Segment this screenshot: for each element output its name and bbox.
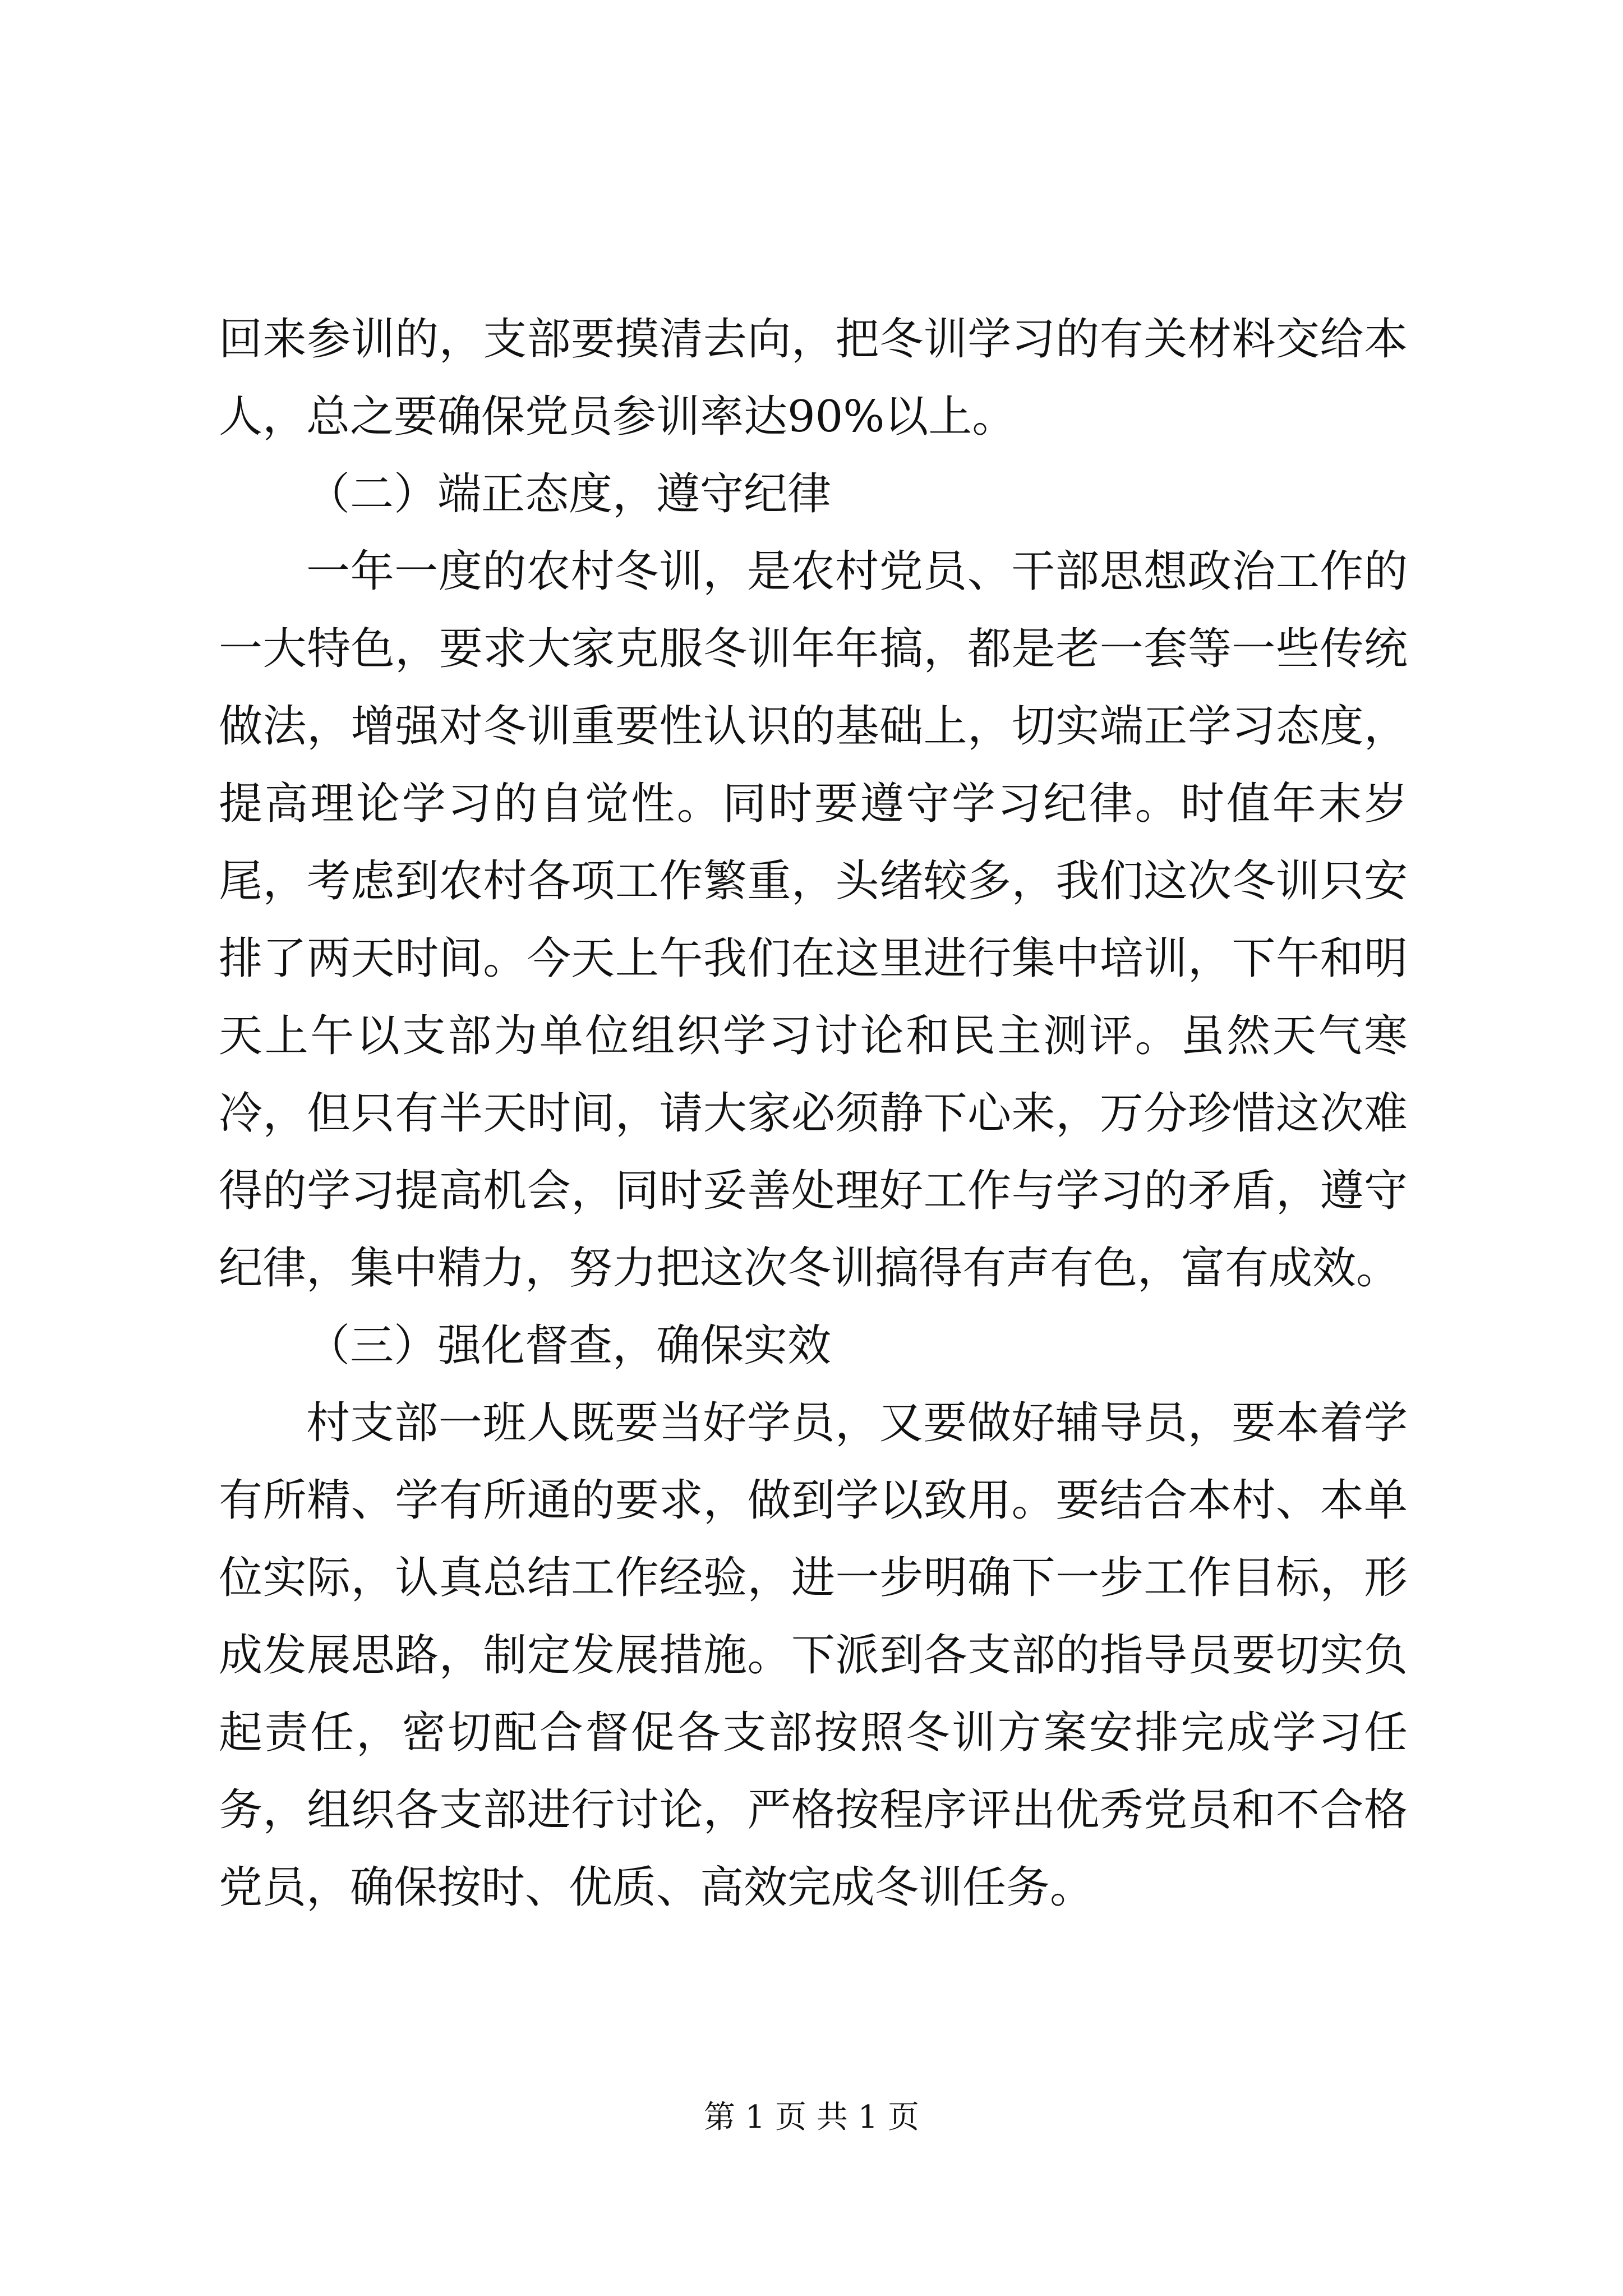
- page-footer: 第 1 页 共 1 页: [703, 2099, 920, 2136]
- paragraph-continuation: 回来参训的，支部要摸清去向，把冬训学习的有关材料交给本人，总之要确保党员参训率达90%以上。: [219, 314, 1408, 442]
- paragraph-discipline: 一年一度的农村冬训，是农村党员、干部思想政治工作的一大特色，要求大家克服冬训年年搞，都是老一套等一些传统做法，增强对冬训重要性认识的基础上，切实端正学习态度，提高理论学习的自觉性。同时要遵守学习纪律。时值年末岁尾，考虑到农村各项工作繁重，头绪较多，我们这次冬训只安排了两天时间。今天上午我们在这里进行集中培训，下午和明天上午以支部为单位组织学习讨论和民主测评。虽然天气寒冷，但只有半天时间，请大家必须静下心来，万分珍惜这次难得的学习提高机会，同时妥善处理好工作与学习的矛盾，遵守纪律，集中精力，努力把这次冬训搞得有声有色，富有成效。: [219, 546, 1408, 1294]
- section-heading-3: （三）强化督查，确保实效: [306, 1320, 832, 1371]
- document-body: [219, 301, 1408, 1926]
- section-heading-2: （二）端正态度，遵守纪律: [306, 469, 832, 519]
- paragraph-supervision: 村支部一班人既要当好学员，又要做好辅导员，要本着学有所精、学有所通的要求，做到学以致用。要结合本村、本单位实际，认真总结工作经验，进一步明确下一步工作目标，形成发展思路，制定发展措施。下派到各支部的指导员要切实负起责任，密切配合督促各支部按照冬训方案安排完成学习任务，组织各支部进行讨论，严格按程序评出优秀党员和不合格党员，确保按时、优质、高效完成冬训任务。: [219, 1398, 1408, 1913]
